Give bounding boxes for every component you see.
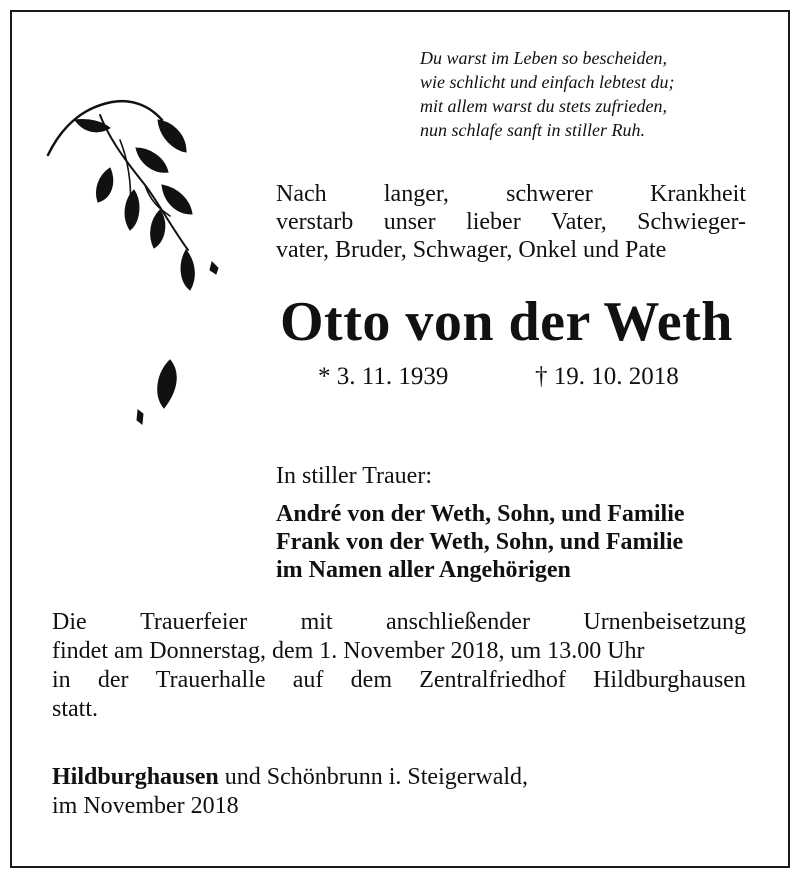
ceremony-word: Trauerfeier xyxy=(140,609,248,635)
closing-place-rest: und Schönbrunn i. Steigerwald, xyxy=(218,764,529,790)
ceremony-word: mit xyxy=(300,609,333,635)
closing-place xyxy=(52,763,528,792)
ceremony-line: statt. xyxy=(52,696,98,722)
mourner: im Namen aller Angehörigen xyxy=(276,557,571,583)
mourners-list xyxy=(276,500,685,584)
closing-place-bold: Hildburghausen xyxy=(52,764,219,790)
closing xyxy=(52,763,528,821)
ceremony-word: Hildburghausen xyxy=(593,667,746,693)
intro-line: vater, Bruder, Schwager, Onkel und Pate xyxy=(276,237,667,263)
ceremony-word: Urnenbeisetzung xyxy=(583,609,746,635)
intro-word: unser xyxy=(383,209,436,235)
intro-word: Vater, xyxy=(551,209,607,235)
ceremony-word: anschließender xyxy=(386,609,530,635)
intro-line xyxy=(276,180,746,208)
closing-date: im November 2018 xyxy=(52,793,239,819)
mourner: Frank von der Weth, Sohn, und Familie xyxy=(276,529,684,555)
intro-word: verstarb xyxy=(276,209,354,235)
ceremony-word: Die xyxy=(52,609,87,635)
ceremony-word: Trauerhalle xyxy=(155,667,266,693)
intro-word: langer, xyxy=(383,181,449,207)
death-date: † 19. 10. 2018 xyxy=(535,363,679,390)
ceremony-info xyxy=(52,608,746,724)
ceremony-word: der xyxy=(97,667,129,693)
mourning-heading: In stiller Trauer: xyxy=(276,463,432,489)
mourner: André von der Weth, Sohn, und Familie xyxy=(276,501,685,527)
deceased-name: Otto von der Weth xyxy=(280,291,733,353)
ceremony-word: Zentralfriedhof xyxy=(419,667,566,693)
poem-line: mit allem warst du stets zufrieden, xyxy=(420,96,667,116)
intro-word: schwerer xyxy=(506,181,593,207)
intro-line xyxy=(276,208,746,236)
death-notice-intro xyxy=(276,180,746,264)
ceremony-line xyxy=(52,666,746,695)
ceremony-line xyxy=(52,608,746,637)
poem-line: Du warst im Leben so bescheiden, xyxy=(420,48,667,68)
ceremony-word: in xyxy=(52,667,71,693)
ceremony-line: findet am Donnerstag, dem 1. November 2018, um 13.00 Uhr xyxy=(52,638,645,664)
poem-line: wie schlicht und einfach lebtest du; xyxy=(420,72,675,92)
poem-line: nun schlafe sanft in stiller Ruh. xyxy=(420,120,645,140)
intro-word: Nach xyxy=(276,181,327,207)
birth-date: * 3. 11. 1939 xyxy=(318,363,449,390)
intro-word: Schwieger- xyxy=(637,209,746,235)
intro-word: Krankheit xyxy=(650,181,746,207)
intro-word: lieber xyxy=(466,209,521,235)
ceremony-word: auf xyxy=(292,667,324,693)
ceremony-word: dem xyxy=(350,667,392,693)
poem xyxy=(420,46,780,142)
birch-branch-icon xyxy=(40,90,240,450)
